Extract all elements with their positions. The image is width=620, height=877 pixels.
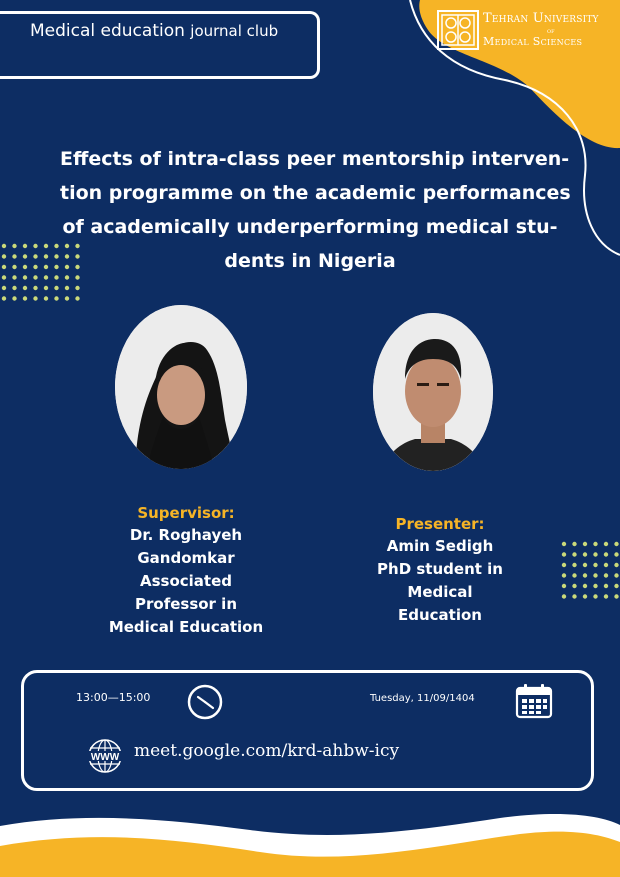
globe-graphic bbox=[85, 738, 125, 774]
presenter-photo bbox=[373, 313, 493, 471]
presenter-line: PhD student in bbox=[377, 560, 503, 578]
dot bbox=[593, 542, 597, 546]
logo-line2: of bbox=[547, 27, 555, 35]
header-main: Medical education bbox=[30, 21, 185, 41]
dot bbox=[75, 275, 79, 279]
dot bbox=[562, 563, 566, 567]
dot bbox=[33, 286, 37, 290]
dot bbox=[54, 265, 58, 269]
dot bbox=[2, 265, 6, 269]
dot bbox=[33, 254, 37, 258]
dot bbox=[583, 573, 587, 577]
dot bbox=[44, 286, 48, 290]
presenter-label: Presenter: bbox=[395, 515, 485, 533]
dot bbox=[604, 573, 608, 577]
dot bbox=[583, 584, 587, 588]
dot bbox=[54, 254, 58, 258]
event-time: 13:00—15:00 bbox=[76, 691, 151, 704]
dot bbox=[23, 296, 27, 300]
dot bbox=[572, 573, 576, 577]
dot bbox=[593, 594, 597, 598]
title-line: tion programme on the academic performances bbox=[60, 182, 571, 204]
dot bbox=[572, 552, 576, 556]
presenter-portrait bbox=[373, 313, 493, 471]
dot bbox=[604, 552, 608, 556]
presenter-line: Amin Sedigh bbox=[386, 537, 494, 555]
dot bbox=[562, 594, 566, 598]
header-small: journal club bbox=[190, 22, 279, 40]
meeting-link[interactable]: meet.google.com/krd-ahbw-icy bbox=[134, 741, 400, 761]
dot bbox=[65, 296, 69, 300]
dot bbox=[54, 275, 58, 279]
dot bbox=[562, 573, 566, 577]
dot bbox=[2, 296, 6, 300]
dot bbox=[12, 265, 16, 269]
university-logo bbox=[437, 10, 620, 52]
dot bbox=[604, 563, 608, 567]
dot bbox=[75, 265, 79, 269]
dot bbox=[65, 286, 69, 290]
dot bbox=[614, 573, 618, 577]
dot bbox=[572, 542, 576, 546]
supervisor-line: Professor in bbox=[135, 595, 237, 613]
dot bbox=[562, 552, 566, 556]
dot bbox=[572, 563, 576, 567]
logo-line1: Tehran University bbox=[483, 11, 599, 26]
dot bbox=[614, 594, 618, 598]
dot bbox=[75, 286, 79, 290]
dot bbox=[12, 275, 16, 279]
dot bbox=[23, 244, 27, 248]
supervisor-label: Supervisor: bbox=[137, 504, 235, 522]
dot bbox=[614, 542, 618, 546]
supervisor-block bbox=[106, 502, 266, 639]
dot bbox=[2, 275, 6, 279]
dot bbox=[583, 594, 587, 598]
supervisor-line: Dr. Roghayeh bbox=[129, 526, 243, 544]
supervisor-line: Gandomkar bbox=[137, 549, 235, 567]
dot bbox=[562, 542, 566, 546]
dot bbox=[604, 594, 608, 598]
supervisor-line: Associated bbox=[139, 572, 232, 590]
dot bbox=[604, 542, 608, 546]
dot bbox=[12, 254, 16, 258]
dot bbox=[33, 244, 37, 248]
dot bbox=[44, 275, 48, 279]
dot bbox=[593, 563, 597, 567]
dot bbox=[583, 542, 587, 546]
dot bbox=[614, 584, 618, 588]
dot bbox=[23, 286, 27, 290]
dot bbox=[65, 275, 69, 279]
dot-grid-right bbox=[560, 540, 620, 610]
title-line: dents in Nigeria bbox=[224, 250, 396, 272]
dot bbox=[75, 254, 79, 258]
header-title bbox=[30, 21, 278, 41]
dot bbox=[44, 296, 48, 300]
dot bbox=[614, 563, 618, 567]
dot bbox=[54, 296, 58, 300]
dot bbox=[614, 552, 618, 556]
dot bbox=[2, 244, 6, 248]
dot bbox=[44, 254, 48, 258]
dot bbox=[604, 584, 608, 588]
title-line: Effects of intra-class peer mentorship interven- bbox=[60, 148, 570, 170]
dot bbox=[583, 563, 587, 567]
dot bbox=[572, 584, 576, 588]
dot bbox=[33, 275, 37, 279]
dot-grid-left bbox=[0, 242, 84, 312]
dot bbox=[75, 244, 79, 248]
dot bbox=[583, 552, 587, 556]
supervisor-portrait bbox=[115, 305, 247, 469]
dot bbox=[562, 584, 566, 588]
event-date: Tuesday, 11/09/1404 bbox=[370, 693, 475, 704]
logo-emblem-icon bbox=[437, 10, 479, 50]
globe-text: WWW bbox=[90, 752, 120, 763]
supervisor-line: Medical Education bbox=[108, 618, 264, 636]
presenter-line: Education bbox=[398, 606, 482, 624]
dot bbox=[593, 584, 597, 588]
dot bbox=[23, 254, 27, 258]
dot bbox=[23, 265, 27, 269]
clock-icon bbox=[186, 683, 224, 721]
presenter-line: Medical bbox=[407, 583, 473, 601]
dot bbox=[593, 552, 597, 556]
dot bbox=[2, 254, 6, 258]
dot bbox=[12, 244, 16, 248]
logo-line3: Medical Sciences bbox=[483, 35, 583, 48]
dot bbox=[54, 286, 58, 290]
title-line: of academically underperforming medical stu- bbox=[62, 216, 558, 238]
calendar-icon bbox=[515, 683, 553, 719]
dot bbox=[33, 265, 37, 269]
dot bbox=[44, 265, 48, 269]
dot bbox=[12, 296, 16, 300]
dot bbox=[23, 275, 27, 279]
talk-title bbox=[60, 142, 571, 278]
dot bbox=[44, 244, 48, 248]
dot bbox=[65, 254, 69, 258]
globe-icon bbox=[85, 738, 125, 774]
dot bbox=[2, 286, 6, 290]
dot bbox=[572, 594, 576, 598]
supervisor-photo bbox=[115, 305, 247, 469]
dot bbox=[65, 244, 69, 248]
dot bbox=[65, 265, 69, 269]
dot bbox=[75, 296, 79, 300]
dot bbox=[593, 573, 597, 577]
dot bbox=[54, 244, 58, 248]
dot bbox=[33, 296, 37, 300]
presenter-block bbox=[370, 513, 510, 627]
dot bbox=[12, 286, 16, 290]
